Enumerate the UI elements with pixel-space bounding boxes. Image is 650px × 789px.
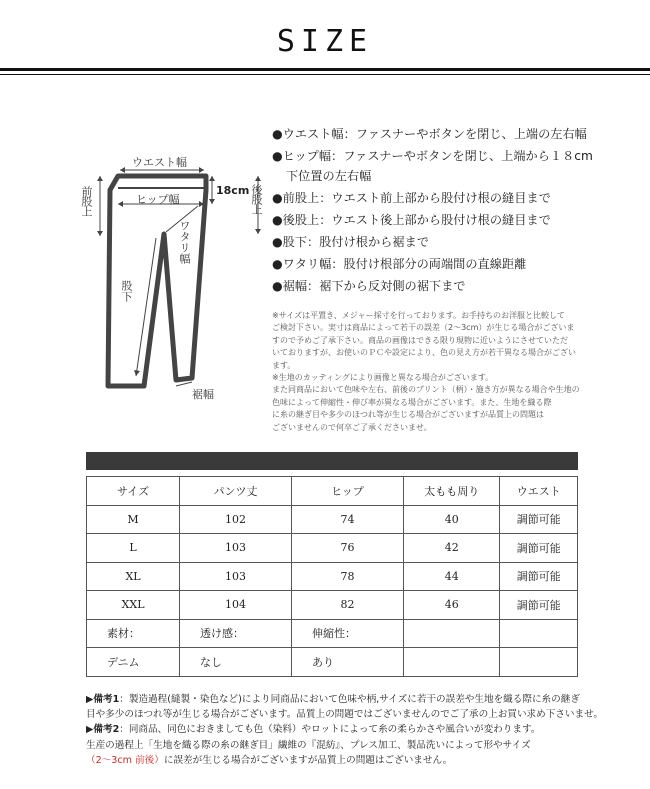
attribute-label-row — [87, 619, 578, 648]
table-row — [87, 505, 578, 534]
table-header-row — [87, 477, 578, 506]
note1-line-2: 目や多少のほつれ等が生じる場合がございます。品質上の問題ではございませんのでご了承の上お買い求め下さいませ。 — [86, 709, 604, 721]
length-cell: 103 — [180, 562, 292, 591]
note1-text: ：製造過程(縫製・染色など)により同商品において色味や柄,サイズに若干の誤差や生地を織る際に糸の継ぎ — [119, 694, 580, 705]
waist-cell: 調節可能 — [500, 534, 578, 563]
length-cell: 104 — [180, 591, 292, 620]
empty-cell — [500, 619, 578, 648]
hip-offset-label: 18cm — [216, 184, 250, 197]
definition-item: ●前股上：ウエスト前上部から股付け根の縫目まで — [272, 191, 551, 205]
size-table — [86, 476, 578, 677]
note-line: に糸の継ぎ目や多少のほつれ等が生じる場合がございますが品質上の問題は — [272, 410, 544, 420]
definition-item: ●ウエスト幅：ファスナーやボタンを閉じ、上端の左右幅 — [272, 127, 587, 141]
thigh-label: ワタリ幅 — [178, 220, 191, 264]
hip-cell: 76 — [292, 534, 404, 563]
back-rise-label: 後股上 — [250, 184, 263, 214]
empty-cell — [500, 648, 578, 677]
hip-cell: 78 — [292, 562, 404, 591]
material-value: デニム — [87, 648, 180, 677]
note2-text: ：同商品、同色におきましても色（染料）やロットによって糸の柔らかさや風合いが変わります。 — [119, 724, 541, 736]
waist-cell: 調節可能 — [500, 505, 578, 534]
note-line: また同商品において色味や左右、前後のプリント（柄）・施き方が異なる場合や生地の — [272, 385, 580, 395]
footer-notes — [86, 692, 646, 768]
note2-line-3 — [86, 753, 646, 768]
hem-label: 裾幅 — [192, 388, 214, 401]
hip-label: ヒップ幅 — [136, 193, 180, 206]
note-line: ※サイズは平置き、メジャー採寸を行っております。お手持ちのお洋服と比較して — [272, 311, 565, 320]
stretch-label: 伸縮性： — [292, 619, 404, 648]
size-cell: M — [87, 505, 180, 534]
measurement-notes — [272, 310, 592, 434]
definition-item: ●裾幅：裾下から反対側の裾下まで — [272, 279, 466, 293]
note-line: ご検討下さい。実寸は商品によって若干の誤差（2〜3cm）が生じる場合がございま — [272, 323, 575, 333]
note-line: すので予めご了承下さい。商品の画像はできる限り現物に近いようにさせていただ — [272, 335, 568, 345]
definition-item: ●ワタリ幅：股付け根部分の両端間の直線距離 — [272, 257, 527, 271]
header-cell: ウエスト — [500, 477, 578, 506]
attribute-value-row — [87, 648, 578, 677]
header-cell: ヒップ — [292, 477, 404, 506]
title-divider — [0, 68, 650, 71]
header-cell: サイズ — [87, 477, 180, 506]
front-rise-label: 前股上 — [80, 186, 93, 216]
page-title: SIZE — [276, 24, 374, 59]
table-header-bar — [86, 452, 578, 470]
waist-cell: 調節可能 — [500, 562, 578, 591]
thigh-cell: 46 — [403, 591, 499, 620]
note-line: 色味によって伸縮性・伸び率が異なる場合がございます。また、生地を織る際 — [272, 397, 552, 407]
header-cell: 太もも周り — [403, 477, 499, 506]
inseam-label: 股下 — [120, 280, 133, 302]
pants-measurement-diagram — [78, 150, 274, 410]
note2-line — [86, 722, 646, 737]
table-row — [87, 562, 578, 591]
length-cell: 103 — [180, 534, 292, 563]
title-divider-thin — [0, 74, 650, 75]
table-row — [87, 534, 578, 563]
note-line: ます。 — [272, 360, 296, 370]
hip-cell: 82 — [292, 591, 404, 620]
material-label: 素材： — [87, 619, 180, 648]
tolerance-highlight: （2〜3cm 前後） — [86, 754, 164, 766]
thigh-cell: 40 — [403, 505, 499, 534]
note2-text-end: に誤差が生じる場合がございますが品質上の問題はございません。 — [163, 754, 453, 766]
size-cell: XL — [87, 562, 180, 591]
header-cell: パンツ丈 — [180, 477, 292, 506]
size-cell: L — [87, 534, 180, 563]
definition-item: ●後股上：ウエスト後上部から股付け根の縫目まで — [272, 213, 551, 227]
definition-item: ●股下：股付け根から裾まで — [272, 235, 429, 249]
empty-cell — [403, 619, 499, 648]
note2-line-2: 生産の過程上「生地を織る際の糸の継ぎ目」繊維の『混紡』、プレス加工、製品洗いによって形やサイズ — [86, 739, 531, 751]
definition-item: 下位置の左右幅 — [286, 169, 372, 183]
sheerness-value: なし — [180, 648, 292, 677]
size-cell: XXL — [87, 591, 180, 620]
waist-cell: 調節可能 — [500, 591, 578, 620]
sheerness-label: 透け感： — [180, 619, 292, 648]
stretch-value: あり — [292, 648, 404, 677]
note1-line — [86, 692, 646, 707]
waist-label: ウエスト幅 — [132, 156, 187, 169]
note-line: ※生地のカッティングにより画像と異なる場合がございます。 — [272, 373, 494, 383]
definition-item: ●ヒップ幅：ファスナーやボタンを閉じ、上端から１８cm — [272, 149, 593, 163]
table-row — [87, 591, 578, 620]
empty-cell — [403, 648, 499, 677]
thigh-cell: 44 — [403, 562, 499, 591]
hip-cell: 74 — [292, 505, 404, 534]
note1-label: ▶備考1 — [86, 694, 120, 705]
note-line: ございませんので何卒ご了承くださいませ。 — [272, 422, 432, 432]
length-cell: 102 — [180, 505, 292, 534]
thigh-cell: 42 — [403, 534, 499, 563]
measurement-definitions — [272, 126, 642, 300]
note2-label: ▶備考2 — [86, 724, 120, 736]
note-line: いておりますが、お使いのＰＣや設定により、色の見え方が若干異なる場合がござい — [272, 348, 576, 358]
